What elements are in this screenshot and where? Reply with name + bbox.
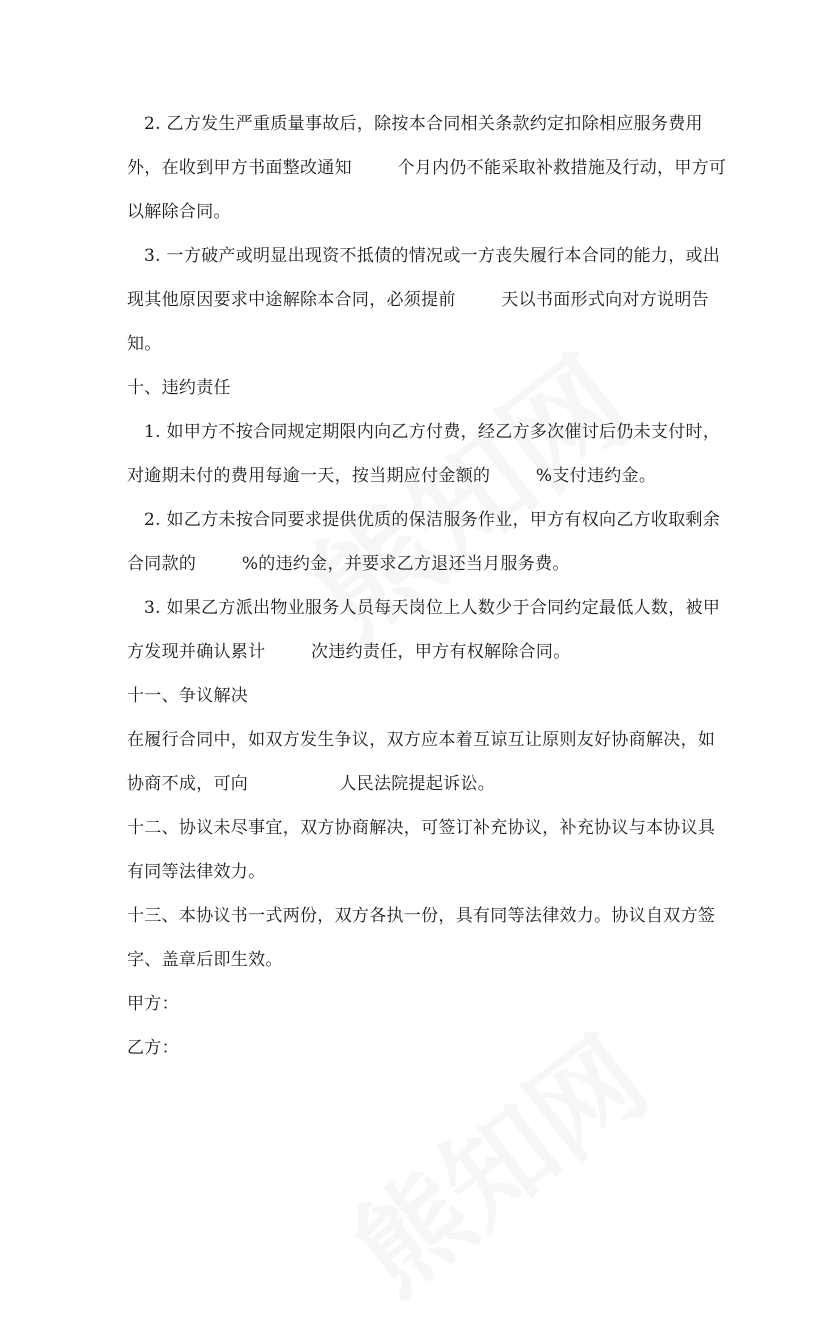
clause-10-1-line-1: 1. 如甲方不按合同规定期限内向乙方付费，经乙方多次催讨后仍未支付时， <box>144 422 721 442</box>
clause-12-line-2: 有同等法律效力。 <box>127 862 266 882</box>
clause-13-line-1: 十三、本协议书一式两份，双方各执一份，具有同等法律效力。协议自双方签 <box>127 906 716 926</box>
clause-11-line-1: 在履行合同中，如双方发生争议，双方应本着互谅互让原则友好协商解决，如 <box>127 730 716 750</box>
watermark <box>316 995 673 1323</box>
clause-9-3-line-2: 现其他原因要求中途解除本合同，必须提前 天以书面形式向对方说明告 <box>127 290 709 310</box>
clause-11-line-2: 协商不成，可向 人民法院提起诉讼。 <box>127 774 496 794</box>
clause-9-3-line-3: 知。 <box>127 334 162 354</box>
clause-9-2-line-1: 2. 乙方发生严重质量事故后，除按本合同相关条款约定扣除相应服务费用 <box>144 114 703 134</box>
clause-10-3-line-1: 3. 如果乙方派出物业服务人员每天岗位上人数少于合同约定最低人数，被甲 <box>144 598 721 618</box>
clause-10-1-line-2: 对逾期未付的费用每逾一天，按当期应付金额的 %支付违约金。 <box>127 466 657 486</box>
clause-9-2-line-2: 外，在收到甲方书面整改通知 个月内仍不能采取补救措施及行动，甲方可 <box>127 158 727 178</box>
signature-party-b: 乙方： <box>127 1038 179 1058</box>
clause-10-3-line-2: 方发现并确认累计 次违约责任，甲方有权解除合同。 <box>127 642 571 662</box>
clause-9-3-line-1: 3. 一方破产或明显出现资不抵债的情况或一方丧失履行本合同的能力，或出 <box>144 246 721 266</box>
clause-9-2-line-3: 以解除合同。 <box>127 202 231 222</box>
clause-13-line-2: 字、盖章后即生效。 <box>127 950 283 970</box>
section-heading-breach: 十、违约责任 <box>127 378 231 398</box>
clause-10-2-line-1: 2. 如乙方未按合同要求提供优质的保洁服务作业，甲方有权向乙方收取剩余 <box>144 510 721 530</box>
section-heading-dispute: 十一、争议解决 <box>127 686 249 706</box>
clause-12-line-1: 十二、协议未尽事宜，双方协商解决，可签订补充协议，补充协议与本协议具 <box>127 818 716 838</box>
signature-party-a: 甲方： <box>127 994 179 1014</box>
clause-10-2-line-2: 合同款的 %的违约金，并要求乙方退还当月服务费。 <box>127 554 570 574</box>
